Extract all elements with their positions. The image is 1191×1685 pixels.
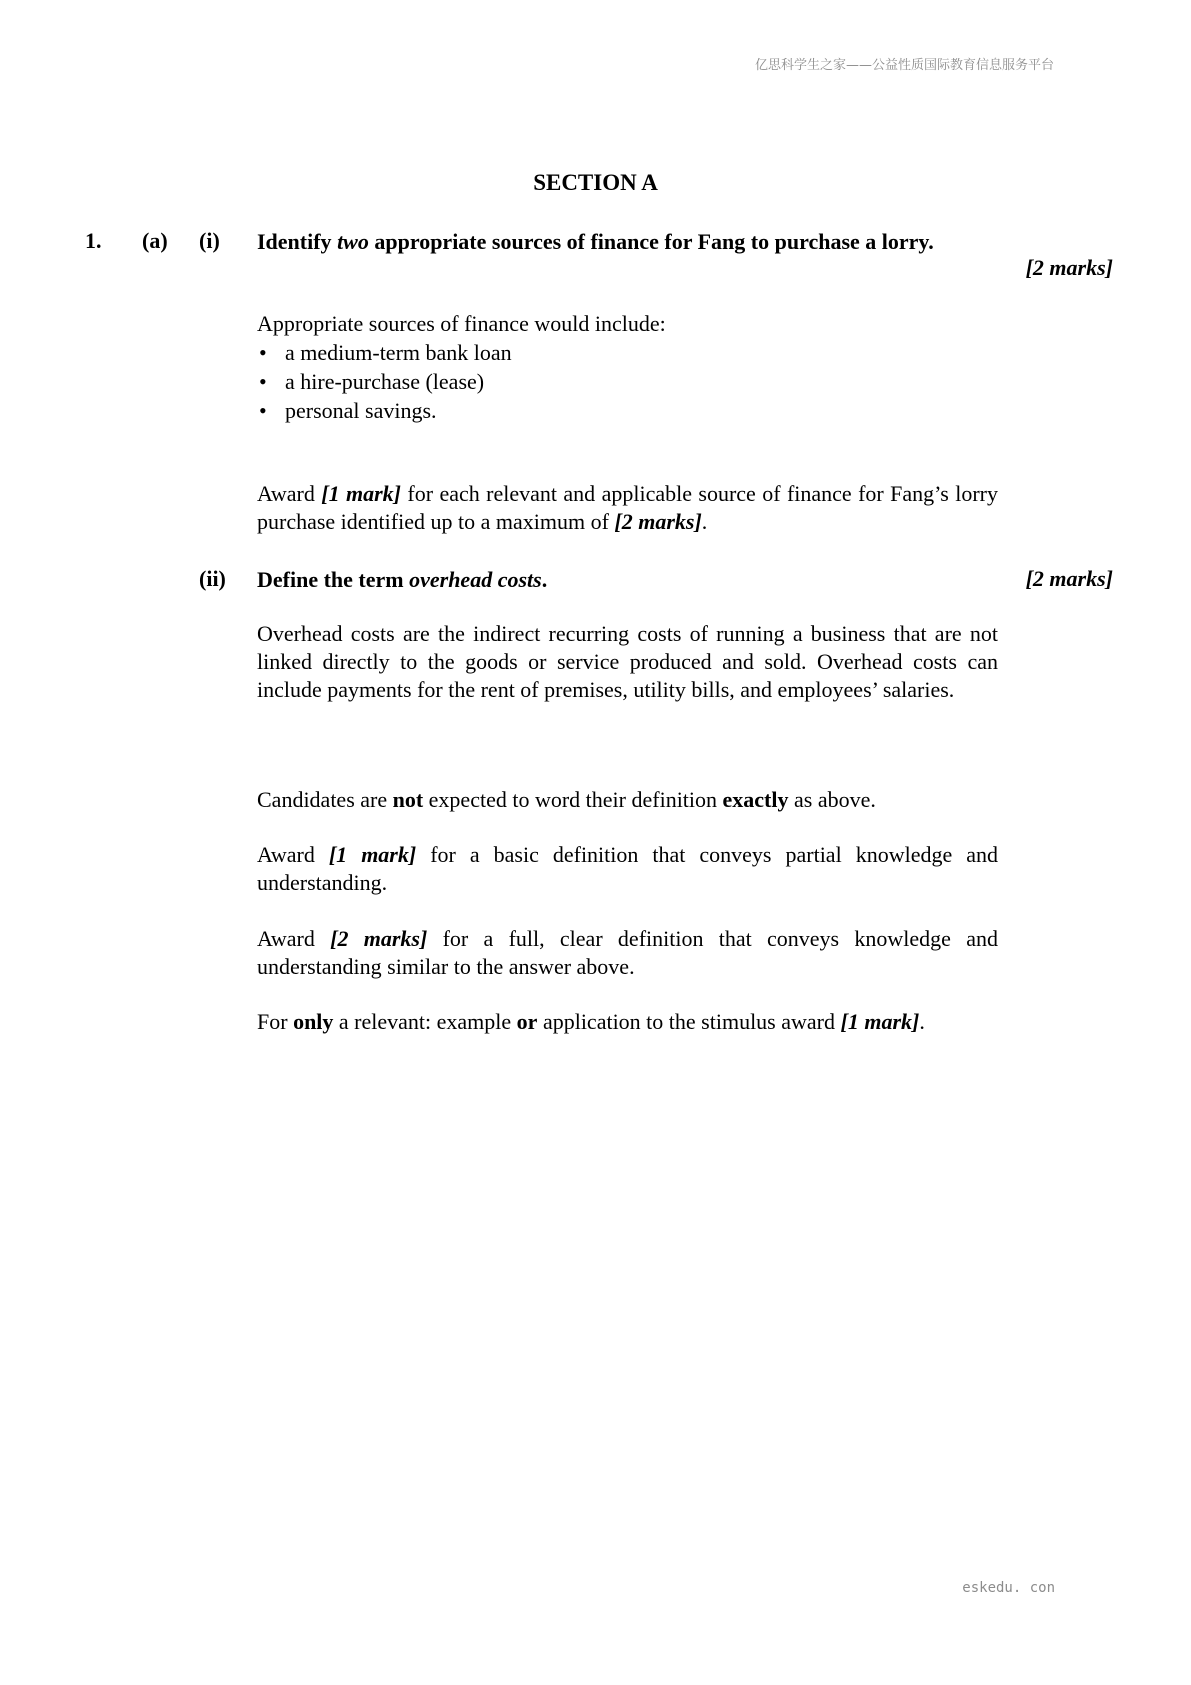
sources-answer (257, 310, 998, 425)
question-part-label: (a) (142, 228, 168, 253)
section-title: SECTION A (533, 170, 658, 195)
footer-note: eskedu. con (962, 1580, 1055, 1596)
sub-question-ii-prompt: Define the term overhead costs. (257, 567, 548, 592)
overhead-costs-answer: Overhead costs are the indirect recurring costs of running a business that are not linked directly to the goods or service produced and sold. Overhead costs can include payments for the rent of premises, utility bills, and employees’ salaries. (257, 621, 998, 702)
list-item: • a hire-purchase (lease) (257, 367, 998, 396)
list-item: • a medium-term bank loan (257, 338, 998, 367)
header-note: 亿思科学生之家——公益性质国际教育信息服务平台 (754, 58, 1054, 73)
sub-question-ii-marks: [2 marks] (1025, 566, 1113, 591)
list-item: • personal savings. (257, 396, 998, 425)
sub-question-i-award-note: Award [1 mark] for each relevant and applicable source of finance for Fang’s lorry purchase identified up to a maximum of [2 marks]. (257, 481, 998, 534)
sub-question-i-marks: [2 marks] (1025, 255, 1113, 280)
marking-note-one-mark: Award [1 mark] for a basic definition that conveys partial knowledge and understanding. (257, 842, 998, 895)
sub-question-ii-label: (ii) (199, 566, 226, 591)
sources-intro: Appropriate sources of finance would include: (257, 311, 666, 336)
sources-list (257, 338, 998, 425)
marking-note-two-marks: Award [2 marks] for a full, clear definition that conveys knowledge and understanding similar to the answer above. (257, 926, 998, 979)
question-number: 1. (85, 228, 102, 253)
sub-question-i-prompt: Identify two appropriate sources of finance for Fang to purchase a lorry. (257, 229, 934, 254)
marking-note-wording: Candidates are not expected to word their definition exactly as above. (257, 787, 876, 812)
marking-note-example: For only a relevant: example or application to the stimulus award [1 mark]. (257, 1009, 925, 1034)
sub-question-i-label: (i) (199, 228, 220, 253)
